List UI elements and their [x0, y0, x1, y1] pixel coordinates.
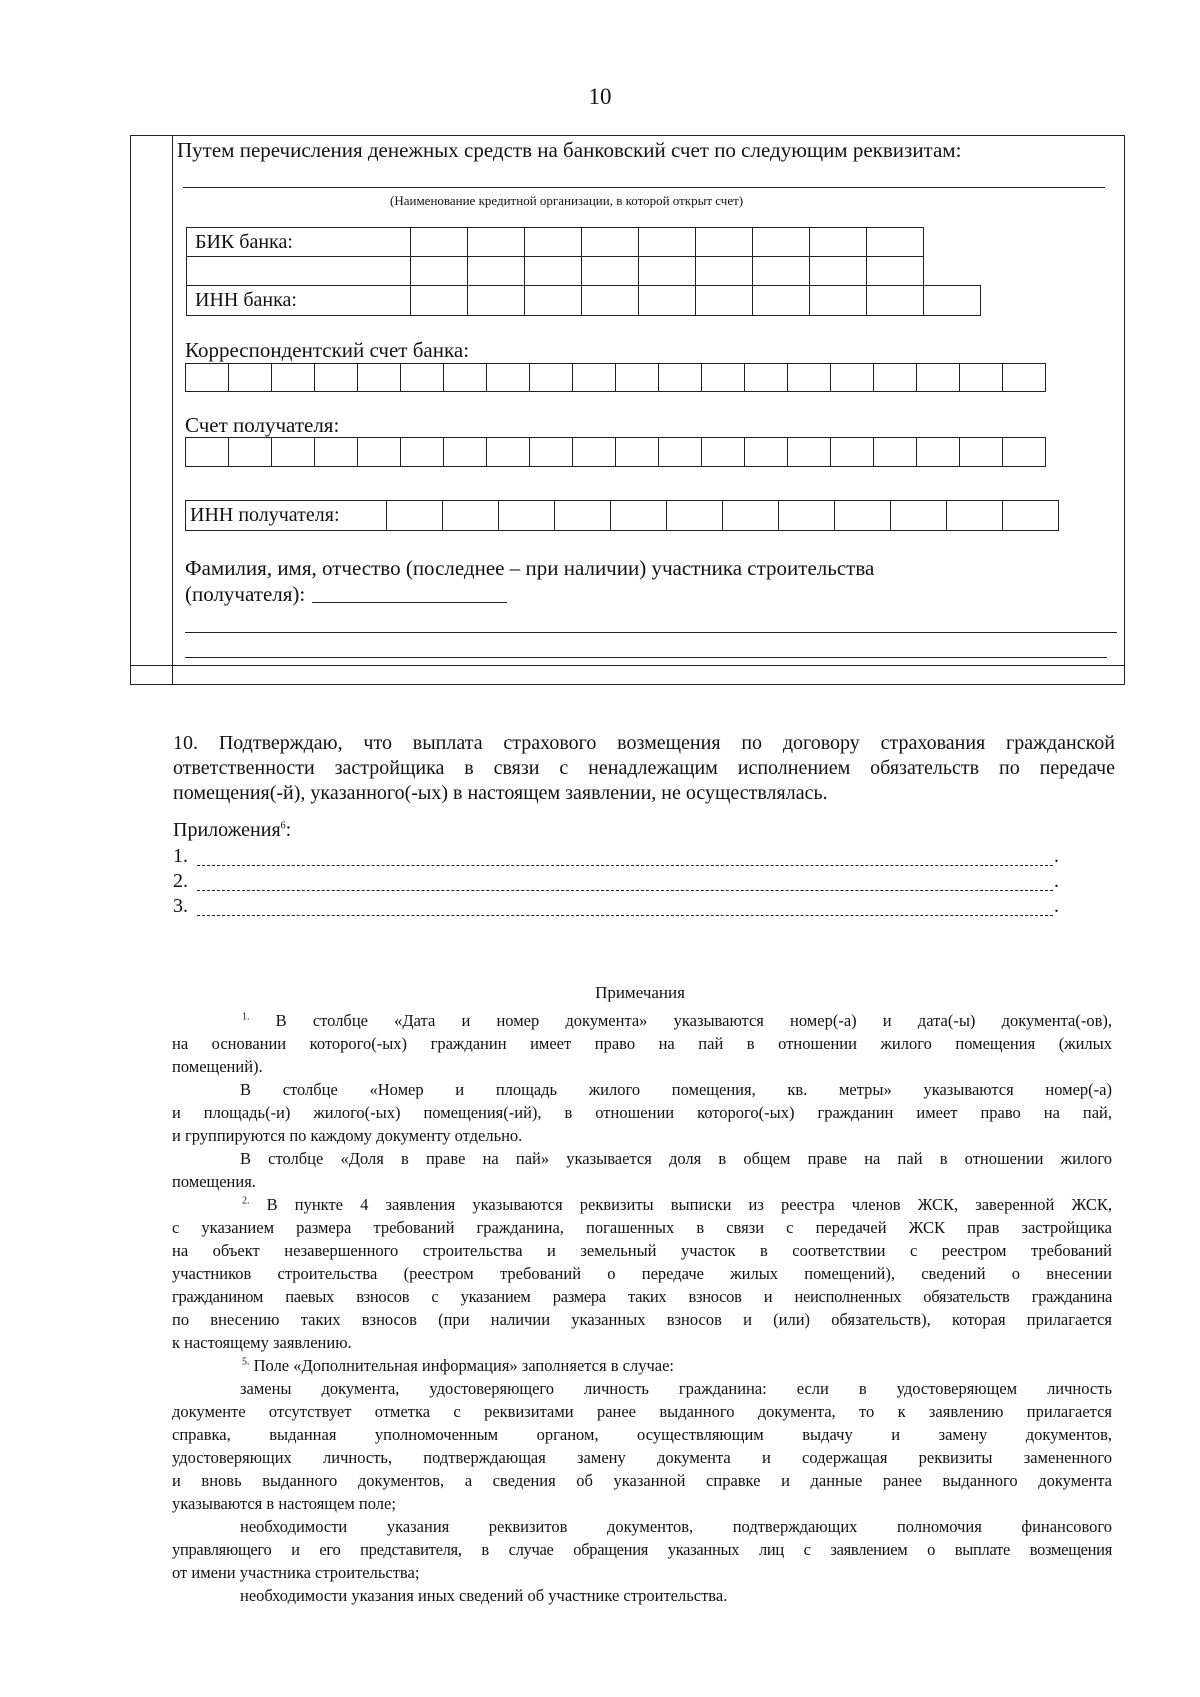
grid-cell[interactable] [696, 257, 753, 286]
note-line: на основании которого(-ых) гражданин имеет право на пай в отношении жилого помещения (жилых [172, 1034, 1112, 1053]
corr-account-cell[interactable] [186, 364, 229, 392]
corr-account-cell[interactable] [358, 364, 401, 392]
corr-account-cell[interactable] [229, 364, 272, 392]
payment-heading: Путем перечисления денежных средств на банковский счет по следующим реквизитам: [177, 138, 962, 162]
corr-account-cell[interactable] [401, 364, 444, 392]
note-line: и вновь выданного документов, а сведения об указанной справке и данные ранее выданного документа [172, 1471, 1112, 1490]
recipient-account-cell[interactable] [616, 438, 659, 467]
grid-cell[interactable] [753, 257, 810, 286]
grid-cell[interactable] [525, 257, 582, 286]
note-line: от имени участника строительства; [172, 1563, 420, 1582]
recipient-account-grid [185, 437, 1046, 467]
attachment-end-3: . [1054, 895, 1059, 917]
corr-account-cell[interactable] [444, 364, 487, 392]
inn-recipient-cell[interactable] [835, 501, 891, 531]
note-line: В столбце «Номер и площадь жилого помещения, кв. метры» указываются номер(-а) [240, 1080, 1112, 1099]
bank-name-caption: (Наименование кредитной организации, в которой открыт счет) [390, 193, 744, 208]
bik-cell[interactable] [753, 228, 810, 257]
attachment-end-2: . [1054, 870, 1059, 892]
note-line: документе отсутствует отметка с реквизитами ранее выданного документа, то к заявлению прилагается [172, 1402, 1112, 1421]
grid-cell[interactable] [411, 257, 468, 286]
note-line [172, 1355, 1112, 1377]
footnote-6-mark: 6 [280, 820, 286, 832]
footnote-2-mark: 2. [242, 1195, 250, 1207]
inn-recipient-grid [185, 500, 1059, 531]
note-line: на объект незавершенного строительства и земельный участок в соответствии с реестром требований [172, 1241, 1112, 1260]
recipient-account-cell[interactable] [186, 438, 229, 467]
note-line: необходимости указания иных сведений об участнике строительства. [240, 1586, 728, 1605]
footnote-1-mark: 1. [242, 1011, 250, 1023]
section10-line1: 10. Подтверждаю, что выплата страхового возмещения по договору страхования гражданской [173, 732, 1115, 754]
note-line: участников строительства (реестром требований о передаче жилых помещений), сведений о внесении [172, 1264, 1112, 1283]
bik-cell[interactable] [810, 228, 867, 257]
grid-cell[interactable] [639, 257, 696, 286]
note-line: справка, выданная уполномоченным органом, осуществляющим выдачу и замену документов, [172, 1425, 1112, 1444]
grid-cell[interactable] [582, 257, 639, 286]
inn-bank-grid [186, 285, 981, 316]
inn-bank-cell[interactable] [582, 286, 639, 316]
corr-account-cell[interactable] [745, 364, 788, 392]
recipient-account-cell[interactable] [229, 438, 272, 467]
corr-account-cell[interactable] [917, 364, 960, 392]
fio-label-line2: (получателя): [185, 582, 306, 606]
recipient-account-cell[interactable] [659, 438, 702, 467]
note-line: к настоящему заявлению. [172, 1333, 352, 1352]
attachments-heading [173, 818, 291, 842]
note-line: и площадь(-и) жилого(-ых) помещения(-ий), в отношении которого(-ых) гражданин имеет право на пай, [172, 1103, 1112, 1122]
notes-title: Примечания [595, 983, 685, 1002]
corr-account-cell[interactable] [487, 364, 530, 392]
attachment-item-2 [173, 869, 188, 893]
recipient-account-label: Счет получателя: [185, 413, 340, 437]
corr-account-cell[interactable] [831, 364, 874, 392]
bank-name-field[interactable] [183, 187, 1105, 188]
inn-recipient-cell[interactable] [947, 501, 1003, 531]
recipient-account-cell[interactable] [960, 438, 1003, 467]
fio-field[interactable] [312, 602, 507, 603]
bik-inn-bank-grid [186, 227, 924, 286]
grid-cell[interactable] [867, 257, 924, 286]
note-text: В пункте 4 заявления указываются реквизиты выписки из реестра членов ЖСК, заверенной ЖСК, [266, 1195, 1113, 1214]
recipient-account-cell[interactable] [401, 438, 444, 467]
corr-account-cell[interactable] [788, 364, 831, 392]
frame-bottom-row-divider [130, 665, 1125, 666]
recipient-account-cell[interactable] [1003, 438, 1046, 467]
inn-recipient-cell[interactable] [891, 501, 947, 531]
note-line [172, 1010, 1112, 1032]
recipient-account-cell[interactable] [745, 438, 788, 467]
inn-bank-label: ИНН банка: [187, 286, 411, 316]
attachment-item-3 [173, 894, 188, 918]
inn-recipient-cell[interactable] [723, 501, 779, 531]
attachments-colon: : [285, 819, 292, 841]
note-text: В столбце «Дата и номер документа» указываются номер(-а) и дата(-ы) документа(-ов), [275, 1011, 1113, 1030]
inn-recipient-cell[interactable] [387, 501, 443, 531]
note-line: помещения. [172, 1172, 256, 1191]
inn-recipient-cell[interactable] [499, 501, 555, 531]
note-line: В столбце «Доля в праве на пай» указывается доля в общем праве на пай в отношении жилого [240, 1149, 1112, 1168]
corr-account-cell[interactable] [1003, 364, 1046, 392]
attachment-number: 1. [173, 845, 188, 867]
recipient-account-cell[interactable] [917, 438, 960, 467]
corr-account-cell[interactable] [659, 364, 702, 392]
section10-line2: ответственности застройщика в связи с ненадлежащим исполнением обязательств по передаче [173, 757, 1115, 779]
note-line: замены документа, удостоверяющего личность гражданина: если в удостоверяющем личность [240, 1379, 1112, 1398]
page-number: 10 [588, 84, 612, 109]
bik-cell[interactable] [639, 228, 696, 257]
bik-cell[interactable] [696, 228, 753, 257]
inn-bank-cell[interactable] [696, 286, 753, 316]
corr-account-cell[interactable] [702, 364, 745, 392]
corr-account-cell[interactable] [616, 364, 659, 392]
bik-cell[interactable] [867, 228, 924, 257]
corr-account-cell[interactable] [573, 364, 616, 392]
note-line [172, 1194, 1112, 1216]
recipient-account-cell[interactable] [530, 438, 573, 467]
bik-cell[interactable] [525, 228, 582, 257]
corr-account-cell[interactable] [960, 364, 1003, 392]
attachments-label: Приложения [173, 819, 281, 841]
grid-cell[interactable] [810, 257, 867, 286]
attachment-number: 2. [173, 870, 188, 892]
inn-recipient-cell[interactable] [443, 501, 499, 531]
corr-account-cell[interactable] [874, 364, 917, 392]
recipient-account-cell[interactable] [702, 438, 745, 467]
section10-line3: помещения(-й), указанного(-ых) в настоящем заявлении, не осуществлялась. [173, 782, 828, 804]
inn-bank-cell[interactable] [411, 286, 468, 316]
corr-account-cell[interactable] [530, 364, 573, 392]
inn-recipient-label: ИНН получателя: [186, 501, 387, 531]
bik-cell[interactable] [582, 228, 639, 257]
note-text: Поле «Дополнительная информация» заполняется в случае: [253, 1356, 674, 1375]
corr-account-cell[interactable] [272, 364, 315, 392]
inn-bank-cell[interactable] [525, 286, 582, 316]
inn-recipient-cell[interactable] [1003, 501, 1059, 531]
inn-recipient-cell[interactable] [555, 501, 611, 531]
attachment-number: 3. [173, 895, 188, 917]
inn-bank-cell[interactable] [867, 286, 924, 316]
recipient-account-cell[interactable] [573, 438, 616, 467]
note-line: управляющего и его представителя, в случае обращения указанных лиц с заявлением о выплате возмещения [172, 1540, 1112, 1559]
bik-cell[interactable] [411, 228, 468, 257]
note-line: с указанием размера требований гражданина, погашенных в связи с передачей ЖСК прав застройщика [172, 1218, 1112, 1237]
inn-bank-cell[interactable] [924, 286, 981, 316]
fio-field-line3[interactable] [185, 657, 1107, 658]
note-line: указываются в настоящем поле; [172, 1494, 396, 1513]
inn-recipient-cell[interactable] [611, 501, 667, 531]
attachment-end-1: . [1054, 845, 1059, 867]
inn-bank-cell[interactable] [810, 286, 867, 316]
note-line: помещений). [172, 1057, 263, 1076]
note-line: и группируются по каждому документу отдельно. [172, 1126, 523, 1145]
frame-left-column-divider [172, 135, 173, 685]
inn-recipient-cell[interactable] [667, 501, 723, 531]
recipient-account-cell[interactable] [444, 438, 487, 467]
recipient-account-cell[interactable] [358, 438, 401, 467]
inn-bank-cell[interactable] [468, 286, 525, 316]
recipient-account-cell[interactable] [831, 438, 874, 467]
note-line: необходимости указания реквизитов документов, подтверждающих полномочия финансового [240, 1517, 1112, 1536]
attachment-field-2[interactable] [197, 890, 1053, 891]
inn-bank-cell[interactable] [639, 286, 696, 316]
attachment-field-1[interactable] [197, 865, 1053, 866]
spacer-cell [187, 257, 411, 286]
note-line: по внесению таких взносов (при наличии указанных взносов и (или) обязательств), которая прилагается [172, 1310, 1112, 1329]
bik-cell[interactable] [468, 228, 525, 257]
recipient-account-cell[interactable] [788, 438, 831, 467]
inn-recipient-cell[interactable] [779, 501, 835, 531]
note-line: удостоверяющих личность, подтверждающая замену документа и содержащая реквизиты замененного [172, 1448, 1112, 1467]
bik-label: БИК банка: [187, 228, 411, 257]
corr-account-cell[interactable] [315, 364, 358, 392]
fio-field-line2[interactable] [185, 632, 1117, 633]
attachment-field-3[interactable] [197, 915, 1053, 916]
note-line: гражданином паевых взносов с указанием размера таких взносов и неисполненных обязательств гражданина [172, 1287, 1112, 1306]
footnote-5-mark: 5. [242, 1356, 250, 1368]
corr-account-label: Корреспондентский счет банка: [185, 338, 470, 362]
recipient-account-cell[interactable] [272, 438, 315, 467]
inn-bank-cell[interactable] [753, 286, 810, 316]
grid-cell[interactable] [468, 257, 525, 286]
fio-label-line1: Фамилия, имя, отчество (последнее – при наличии) участника строительства [185, 556, 875, 580]
recipient-account-cell[interactable] [487, 438, 530, 467]
attachment-item-1 [173, 844, 188, 868]
recipient-account-cell[interactable] [315, 438, 358, 467]
recipient-account-cell[interactable] [874, 438, 917, 467]
corr-account-grid [185, 363, 1046, 392]
